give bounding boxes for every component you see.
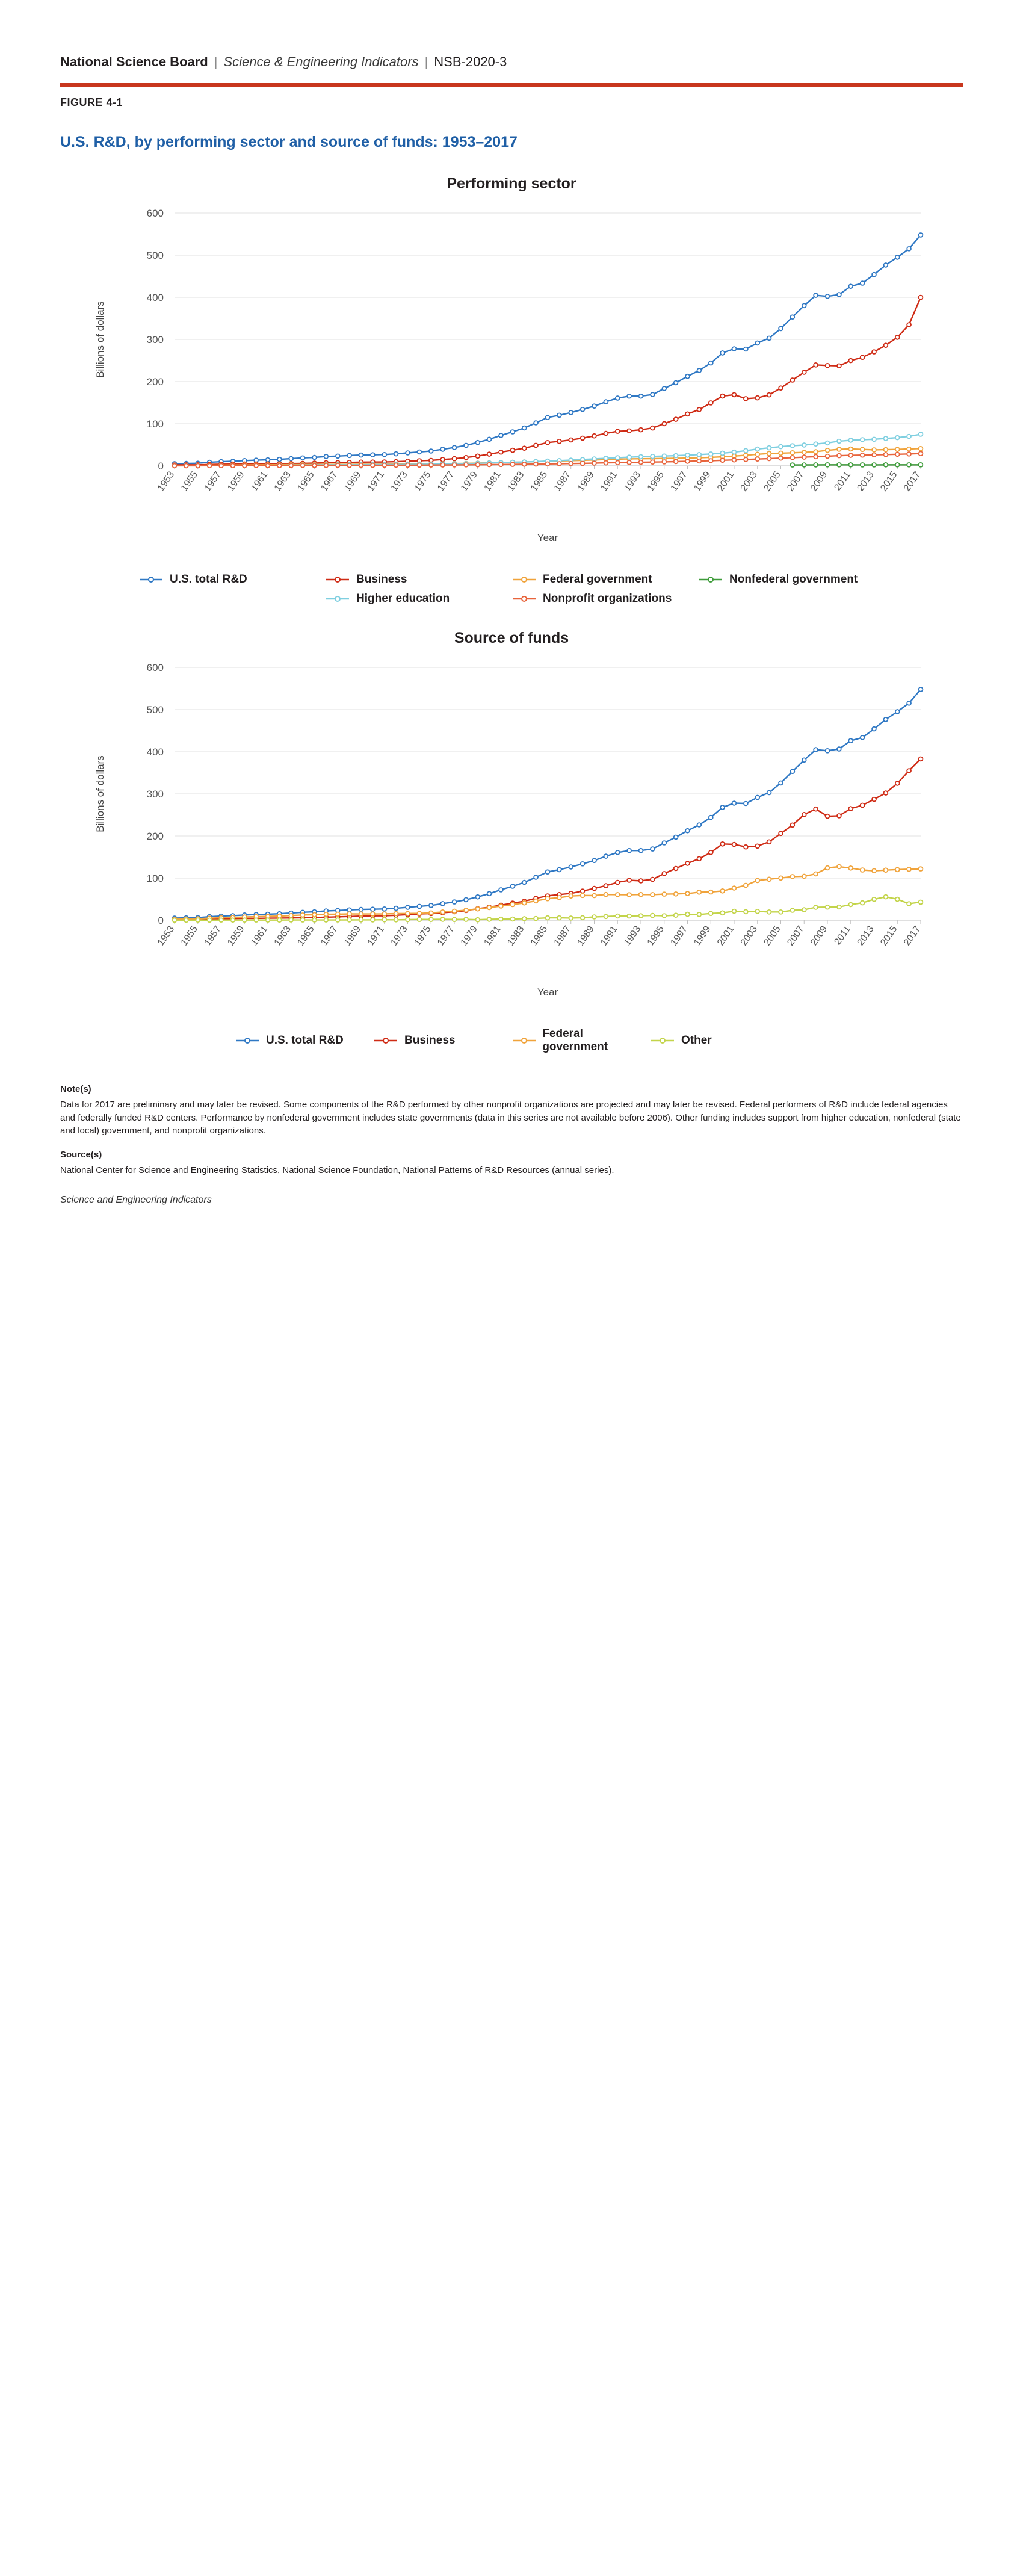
svg-text:2015: 2015 [879,924,900,948]
legend-swatch-icon [235,1036,260,1045]
svg-text:1995: 1995 [645,469,667,494]
legend-swatch-icon [373,1036,398,1045]
svg-text:1985: 1985 [528,924,550,948]
svg-text:1981: 1981 [482,469,503,494]
svg-text:2013: 2013 [855,924,876,948]
notes-section [60,1083,963,1207]
svg-text:600: 600 [146,662,164,673]
legend-swatch-icon [698,575,723,584]
legend-label: Nonfederal government [729,573,858,586]
legend-label: U.S. total R&D [170,573,247,586]
svg-text:2005: 2005 [762,469,783,494]
svg-text:Billions of dollars: Billions of dollars [94,755,106,832]
legend-label: U.S. total R&D [266,1034,344,1047]
chart-1-canvas [60,195,963,568]
svg-text:2003: 2003 [738,924,760,948]
chart-2-canvas [60,649,963,1023]
legend-swatch-icon [325,575,350,584]
svg-text:2003: 2003 [738,469,760,494]
figure-page [0,0,1023,1207]
svg-text:200: 200 [146,831,164,842]
header-org: National Science Board [60,54,208,69]
svg-text:1957: 1957 [202,924,223,948]
svg-text:2017: 2017 [901,469,923,494]
svg-text:2009: 2009 [808,469,830,494]
legend-item-other[interactable] [650,1027,788,1054]
svg-text:2001: 2001 [715,469,737,494]
svg-text:1983: 1983 [505,924,527,948]
svg-text:1987: 1987 [552,469,573,494]
legend-item-nonprofit-organizations[interactable] [512,592,698,605]
legend-item-business[interactable] [373,1027,512,1054]
svg-text:300: 300 [146,334,164,345]
svg-text:1983: 1983 [505,469,527,494]
legend-swatch-icon [512,1036,536,1045]
notes-label: Note(s) [60,1084,91,1094]
svg-text:1953: 1953 [155,469,177,494]
chart-1-title: Performing sector [447,175,576,192]
svg-text:1977: 1977 [435,924,457,948]
header-series: Science & Engineering Indicators [223,54,419,69]
svg-text:400: 400 [146,746,164,758]
svg-text:1955: 1955 [179,469,200,494]
svg-text:1985: 1985 [528,469,550,494]
svg-text:1965: 1965 [295,469,317,494]
svg-text:1953: 1953 [155,924,177,948]
svg-text:Billions of dollars: Billions of dollars [94,301,106,378]
legend-item-u-s-total-r-d[interactable] [138,573,325,586]
legend-label: Higher education [356,592,450,605]
svg-text:100: 100 [146,873,164,884]
svg-text:1971: 1971 [365,469,387,494]
svg-text:600: 600 [146,208,164,219]
svg-text:1981: 1981 [482,924,503,948]
chart-2-title: Source of funds [454,630,569,646]
source-text: National Center for Science and Engineering Statistics, National Science Foundation, National Patterns of R&D Resources (annual series). [60,1165,614,1175]
legend-label: Nonprofit organizations [543,592,672,605]
svg-text:1977: 1977 [435,469,457,494]
legend-swatch-icon [325,594,350,604]
svg-text:1959: 1959 [226,469,247,494]
svg-text:1973: 1973 [389,924,410,948]
figure-title: U.S. R&D, by performing sector and source of funds: 1953–2017 [60,134,518,150]
svg-text:2011: 2011 [832,924,853,947]
svg-text:1997: 1997 [669,924,690,948]
svg-text:100: 100 [146,418,164,430]
svg-text:1969: 1969 [342,924,363,948]
svg-text:2009: 2009 [808,924,830,948]
footer-series-name: Science and Engineering Indicators [60,1194,212,1205]
svg-text:1959: 1959 [226,924,247,948]
svg-text:200: 200 [146,376,164,388]
document-header [60,54,963,70]
svg-text:1963: 1963 [272,924,294,948]
svg-text:1989: 1989 [575,469,596,494]
notes-text: Data for 2017 are preliminary and may later be revised. Some components of the R&D performed by other nonprofit organizations are projected and may later be revised. Federal performers of R&D include federal agencies and federally funded R&D centers. Performance by nonfederal government includes state governments (data in this series are not available before 2006). Other funding includes support from higher education, nonfederal (state and local) government, and nonprofit organizations. [60,1099,961,1136]
svg-text:1999: 1999 [692,924,713,948]
svg-text:2007: 2007 [785,469,806,494]
svg-text:500: 500 [146,704,164,716]
chart-source-of-funds [60,630,963,1060]
svg-text:2005: 2005 [762,924,783,948]
svg-text:1967: 1967 [319,469,340,494]
svg-text:2017: 2017 [901,924,923,948]
header-sep-1: | [214,54,218,69]
svg-text:1967: 1967 [319,924,340,948]
legend-item-u-s-total-r-d[interactable] [235,1027,373,1054]
svg-text:1961: 1961 [249,924,270,948]
legend-swatch-icon [512,575,537,584]
svg-text:1979: 1979 [459,469,480,494]
svg-text:1969: 1969 [342,469,363,494]
legend-item-higher-education[interactable] [325,592,512,605]
header-report-number: NSB-2020-3 [434,54,507,69]
svg-text:2011: 2011 [832,469,853,493]
legend-label: Business [404,1034,456,1047]
svg-text:1991: 1991 [599,924,620,948]
svg-text:1999: 1999 [692,469,713,494]
svg-text:1975: 1975 [412,924,433,948]
header-sep-2: | [424,54,428,69]
chart-1-legend [60,573,963,611]
legend-swatch-icon [138,575,164,584]
chart-2-legend [60,1027,963,1060]
svg-text:1991: 1991 [599,469,620,494]
source-label: Source(s) [60,1150,102,1160]
svg-text:1995: 1995 [645,924,667,948]
svg-text:1979: 1979 [459,924,480,948]
legend-swatch-icon [650,1036,675,1045]
svg-text:2015: 2015 [879,469,900,494]
legend-label: Other [681,1034,712,1047]
svg-text:2001: 2001 [715,924,737,948]
svg-text:0: 0 [158,915,164,926]
legend-item-nonfederal-government[interactable] [698,573,885,586]
legend-label: Federal government [542,1027,608,1053]
legend-label: Business [356,573,407,586]
svg-text:1973: 1973 [389,469,410,494]
svg-text:1989: 1989 [575,924,596,948]
svg-text:1993: 1993 [622,924,643,948]
svg-text:2013: 2013 [855,469,876,494]
svg-text:400: 400 [146,292,164,303]
chart-performing-sector [60,175,963,611]
figure-number: FIGURE 4-1 [60,96,123,108]
svg-text:500: 500 [146,250,164,261]
svg-text:Year: Year [537,532,558,543]
svg-text:1975: 1975 [412,469,433,494]
svg-text:1987: 1987 [552,924,573,948]
svg-text:1971: 1971 [365,924,387,948]
legend-item-federal-government[interactable] [512,573,698,586]
legend-item-business[interactable] [325,573,512,586]
svg-text:1957: 1957 [202,469,223,494]
legend-swatch-icon [512,594,537,604]
svg-text:1961: 1961 [249,469,270,494]
svg-text:1955: 1955 [179,924,200,948]
svg-text:1963: 1963 [272,469,294,494]
legend-item-federal-government[interactable] [512,1027,650,1054]
svg-text:1965: 1965 [295,924,317,948]
legend-label: Federal government [543,573,652,586]
svg-text:Year: Year [537,986,558,998]
svg-text:2007: 2007 [785,924,806,948]
svg-text:0: 0 [158,460,164,472]
svg-text:1993: 1993 [622,469,643,494]
svg-text:1997: 1997 [669,469,690,494]
svg-text:300: 300 [146,788,164,800]
